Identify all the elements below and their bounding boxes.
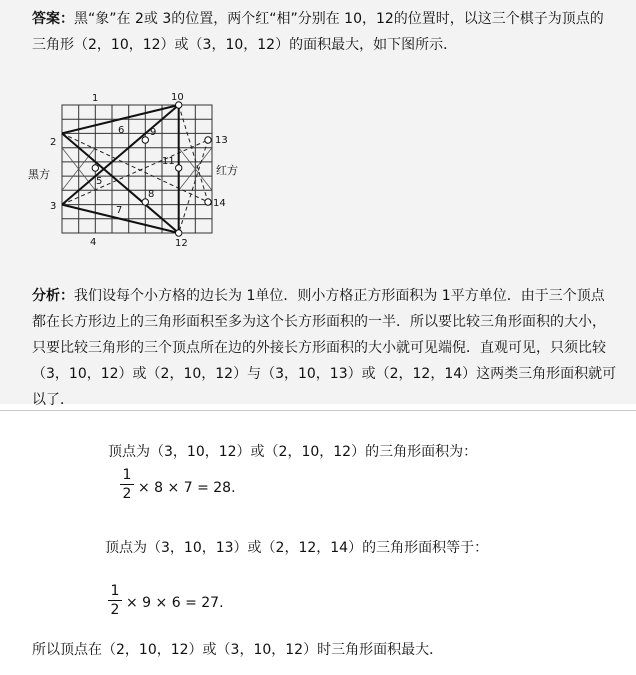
palace-diagonals [62,148,212,191]
point-label-13: 13 [215,135,228,146]
conclusion-line: 所以顶点在（2，10，12）或（3，10，12）时三角形面积最大． [32,642,444,658]
answer-label: 答案： [32,11,74,27]
fraction-bar [108,600,122,601]
point-label-3: 3 [50,201,57,212]
side-label-black: 黑方 [28,168,50,181]
answer-text: 黑“象”在 2或 3的位置，两个红“相”分别在 10，12的位置时，以这三个棋子为顶点的三角形（2，10，12）或（3，10，12）的面积最大，如下图所示． [32,11,604,53]
fraction-denominator: 2 [122,486,132,502]
point-label-4: 4 [90,237,97,248]
point-label-11: 11 [162,156,175,167]
area-line-1: 顶点为（3，10，12）或（2，10，12）的三角形面积为： [108,444,478,460]
area-expression-2: × 9 × 6 = 27. [126,595,224,611]
analysis-label: 分析： [32,288,74,304]
point-label-5: 5 [96,176,103,187]
point-label-7: 7 [116,205,123,216]
fraction-denominator: 2 [110,602,120,618]
board-grid [62,105,212,233]
point-label-8: 8 [148,189,155,200]
chessboard-figure [28,88,278,248]
fraction-numerator: 1 [110,583,120,599]
fraction-half-1 [120,466,134,503]
fraction-half-2 [108,582,122,619]
point-label-9: 9 [150,127,157,138]
area-line-2: 顶点为（3，10，13）或（2，12，14）的三角形面积等于： [105,540,489,556]
dashed-triangle-lines [62,105,208,233]
point-label-10: 10 [171,92,184,103]
area-expression-1: × 8 × 7 = 28. [138,480,236,496]
point-label-1: 1 [92,93,99,104]
analysis-paragraph [32,283,618,413]
answer-paragraph [32,6,612,58]
fraction-numerator: 1 [122,467,132,483]
point-label-14: 14 [213,198,226,209]
point-label-6: 6 [118,125,125,136]
fraction-bar [120,484,134,485]
analysis-text: 我们设每个小方格的边长为 1单位．则小方格正方形面积为 1平方单位．由于三个顶点都在长方形边上的三角形面积至多为这个长方形面积的一半．所以要比较三角形面积的大小，只要比较三角形的三个顶点所在边的外接长方形面积的大小就可见端倪．直观可见，只须比较（3，10，12）或（2，10，12）与（3，10，13）或（2，12，14）这两类三角形面积就可以了． [32,288,617,408]
point-label-2: 2 [50,137,57,148]
point-label-12: 12 [175,238,188,248]
side-label-red: 红方 [216,164,238,177]
